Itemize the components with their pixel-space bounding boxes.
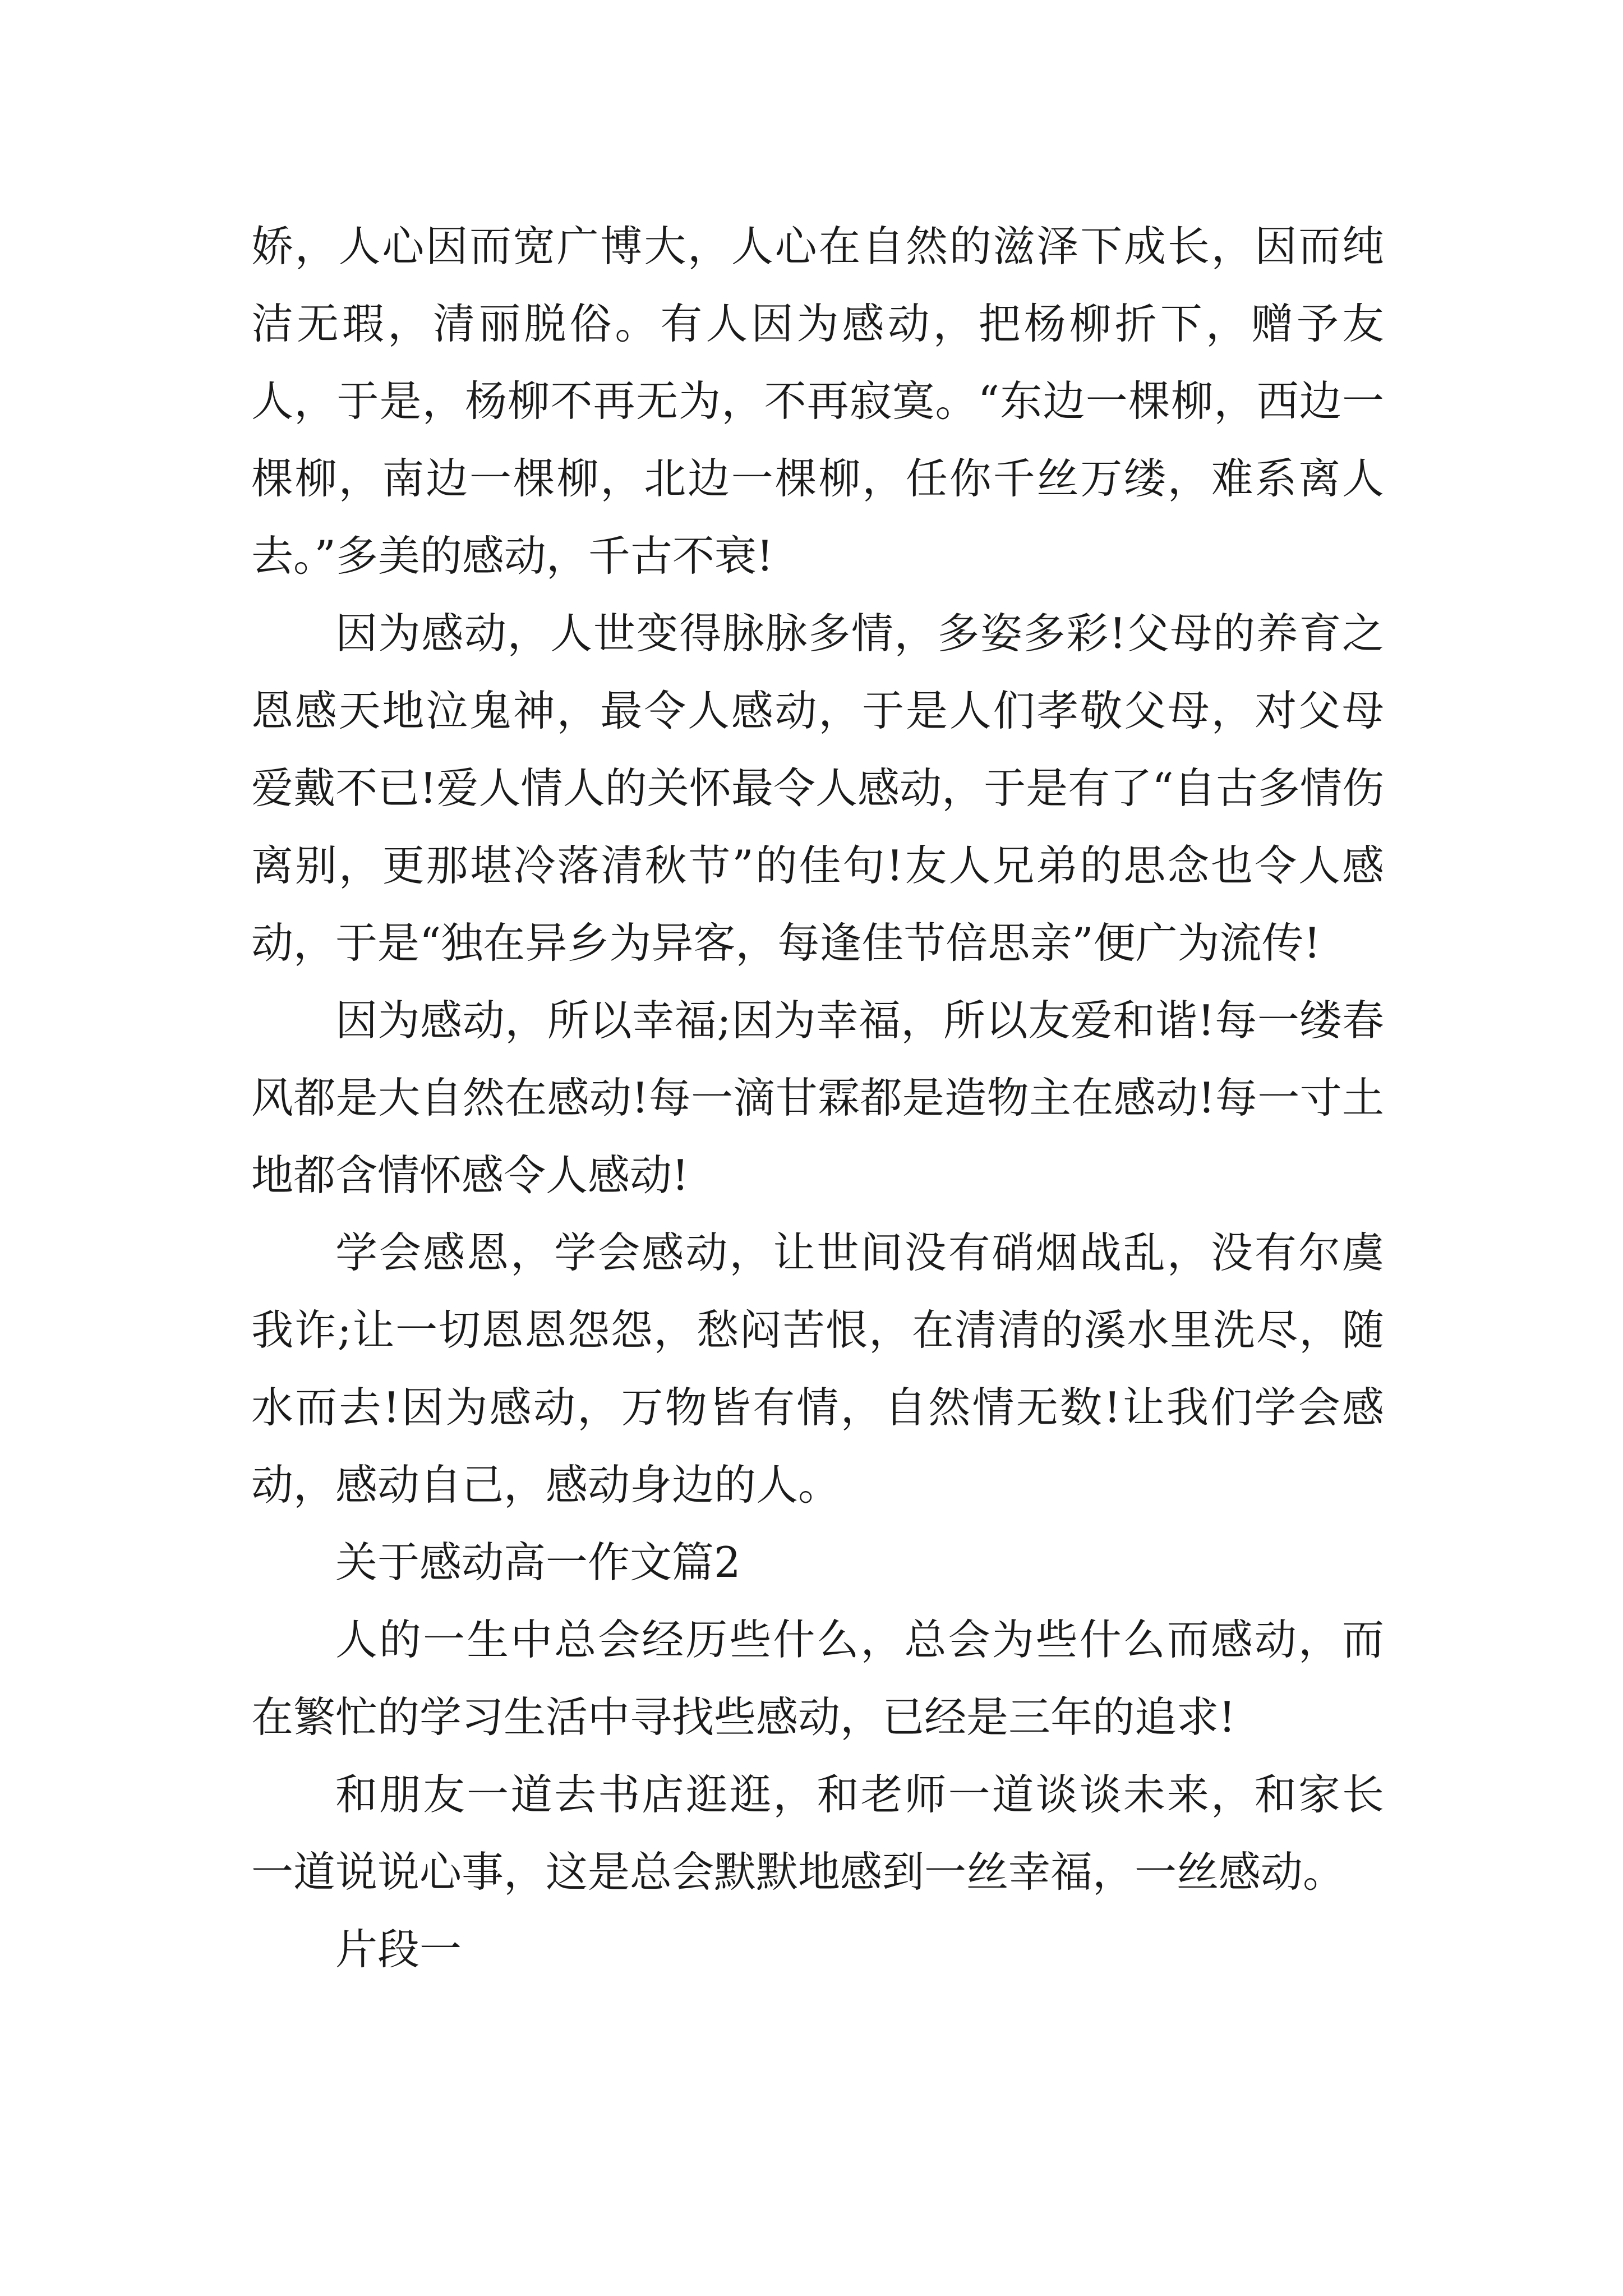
- paragraph: 因为感动，所以幸福;因为幸福，所以友爱和谐!每一缕春风都是大自然在感动!每一滴甘霖都是造物主在感动!每一寸土地都含情怀感令人感动!: [251, 996, 1384, 1200]
- paragraph: 因为感动，人世变得脉脉多情，多姿多彩!父母的养育之恩感天地泣鬼神，最令人感动，于是人们孝敬父母，对父母爱戴不已!爱人情人的关怀最令人感动，于是有了“自古多情伤离别，更那堪冷落清秋节”的佳句!友人兄弟的思念也令人感动，于是“独在异乡为异客，每逢佳节倍思亲”便广为流传!: [251, 609, 1384, 968]
- paragraph-continuation: 娇，人心因而宽广博大，人心在自然的滋泽下成长，因而纯洁无瑕，清丽脱俗。有人因为感动，把杨柳折下，赠予友人，于是，杨柳不再无为，不再寂寞。“东边一棵柳，西边一棵柳，南边一棵柳，北边一棵柳，任你千丝万缕，难系离人去。”多美的感动，千古不衰!: [251, 222, 1384, 581]
- paragraph: 学会感恩，学会感动，让世间没有硝烟战乱，没有尔虞我诈;让一切恩恩怨怨，愁闷苦恨，在清清的溪水里洗尽，随水而去!因为感动，万物皆有情，自然情无数!让我们学会感动，感动自己，感动身边的人。: [251, 1228, 1384, 1510]
- document-body: [251, 208, 1384, 1988]
- paragraph: 人的一生中总会经历些什么，总会为些什么而感动，而在繁忙的学习生活中寻找些感动，已经是三年的追求!: [251, 1615, 1384, 1742]
- paragraph: 和朋友一道去书店逛逛，和老师一道谈谈未来，和家长一道说说心事，这是总会默默地感到一丝幸福，一丝感动。: [251, 1770, 1384, 1897]
- fragment-heading: 片段一: [335, 1925, 462, 1974]
- section-heading: 关于感动高一作文篇2: [335, 1538, 741, 1587]
